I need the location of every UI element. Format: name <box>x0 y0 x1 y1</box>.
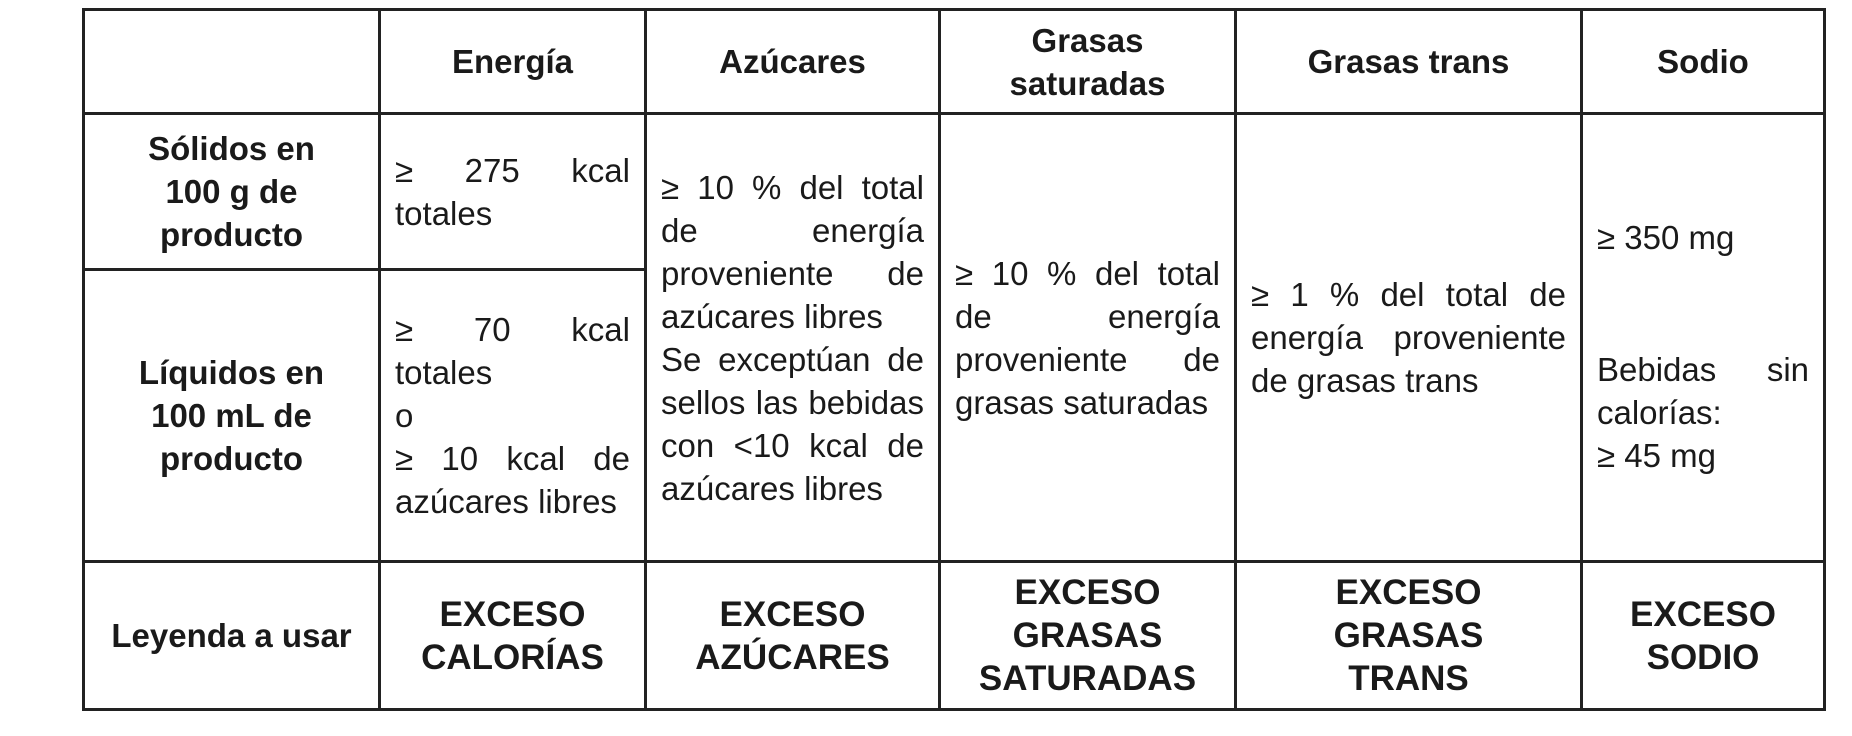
row-label-liquidos: Líquidos en 100 mL de producto <box>84 270 380 562</box>
grasas-saturadas-cell: ≥ 10 % del total de energía proveniente de grasas saturadas <box>940 114 1236 562</box>
header-energia: Energía <box>380 10 646 114</box>
azucares-cell <box>646 114 940 562</box>
sodio-liquidos-value: ≥ 45 mg <box>1597 437 1716 474</box>
sodio-solidos-value: ≥ 350 mg <box>1597 219 1735 256</box>
header-azucares: Azúcares <box>646 10 940 114</box>
sodio-solidos-wrap <box>1597 198 1809 348</box>
nutrient-threshold-table <box>82 8 1826 711</box>
energia-liquidos-kcal: ≥ 70 kcal totales <box>395 311 630 391</box>
azucares-exception: Se exceptúan de sellos las bebidas con <10 kcal de azúcares libres <box>661 340 924 507</box>
row-label-leyenda: Leyenda a usar <box>84 562 380 710</box>
energia-solidos-cell: ≥ 275 kcal totales <box>380 114 646 270</box>
sodio-liquidos-label: Bebidas sin calorías: <box>1597 351 1809 431</box>
legend-energia: EXCESO CALORÍAS <box>380 562 646 710</box>
legend-azucares: EXCESO AZÚCARES <box>646 562 940 710</box>
grasas-trans-cell: ≥ 1 % del total de energía proveniente de grasas trans <box>1236 114 1582 562</box>
legend-sodio: EXCESO SODIO <box>1582 562 1825 710</box>
energia-liquidos-or: o <box>395 397 414 434</box>
legend-grasas-trans: EXCESO GRASAS TRANS <box>1236 562 1582 710</box>
legend-grasas-saturadas: EXCESO GRASAS SATURADAS <box>940 562 1236 710</box>
header-grasas-trans: Grasas trans <box>1236 10 1582 114</box>
header-row <box>84 10 1825 114</box>
corner-cell <box>84 10 380 114</box>
leyenda-row <box>84 562 1825 710</box>
sodio-cell <box>1582 114 1825 562</box>
header-sodio: Sodio <box>1582 10 1825 114</box>
azucares-criteria: ≥ 10 % del total de energía proveniente de azúcares libres <box>661 168 924 335</box>
solidos-row <box>84 114 1825 270</box>
energia-liquidos-azucares: ≥ 10 kcal de azúcares libres <box>395 440 630 520</box>
row-label-solidos: Sólidos en 100 g de producto <box>84 114 380 270</box>
energia-liquidos-cell <box>380 270 646 562</box>
header-grasas-saturadas: Grasas saturadas <box>940 10 1236 114</box>
